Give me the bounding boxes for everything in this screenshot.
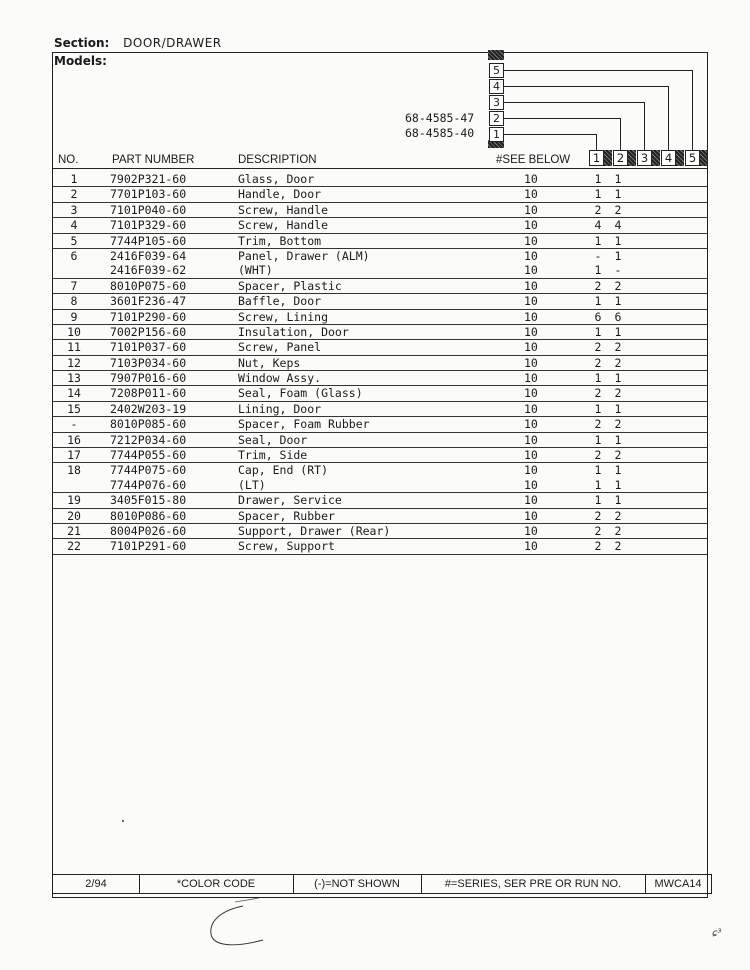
cell-description: Spacer, Plastic (238, 278, 342, 293)
cell-description: Baffle, Door (238, 294, 322, 309)
leader-line-5 (504, 70, 692, 71)
cell-description: Screw, Handle (238, 202, 329, 217)
cell-description: Window Assy. (238, 371, 322, 386)
cell-description: (WHT) (238, 263, 273, 278)
cell-part-number: 7902P321-60 (110, 172, 187, 186)
cell-see-below: 10 (524, 463, 538, 478)
cell-item-number: 2 (70, 187, 78, 202)
table-row (52, 263, 708, 278)
cell-item-number: 10 (67, 324, 81, 339)
stray-mark (122, 820, 124, 822)
cell-part-number: 7101P037-60 (110, 340, 187, 355)
cell-model-2-qty: 2 (614, 539, 622, 554)
col-divider-strip-5 (700, 150, 707, 166)
cell-part-number: 7744P105-60 (110, 233, 187, 248)
cell-model-2-qty: 1 (614, 248, 622, 263)
footer-not-shown: (-)=NOT SHOWN (293, 875, 422, 893)
cell-model-1-qty: 2 (594, 355, 602, 370)
cell-model-2-qty: 2 (614, 508, 622, 523)
cell-description: Spacer, Foam Rubber (238, 417, 370, 432)
table-row (52, 478, 708, 493)
cell-model-2-qty: 1 (614, 187, 622, 202)
col-header-model-3: 3 (637, 150, 652, 166)
cell-description: Lining, Door (238, 401, 322, 416)
cell-item-number: 20 (67, 508, 81, 523)
table-row (52, 417, 708, 432)
section-value: DOOR/DRAWER (123, 36, 222, 50)
cell-part-number: 8010P086-60 (110, 508, 187, 523)
cell-item-number: 15 (67, 401, 81, 416)
table-row (52, 386, 708, 401)
col-header-model-2: 2 (613, 150, 628, 166)
cell-description: Nut, Keps (238, 355, 301, 370)
table-row (52, 524, 708, 539)
table-row (52, 371, 708, 386)
cell-model-1-qty: 1 (594, 401, 602, 416)
col-divider-strip-4 (676, 150, 684, 166)
cell-item-number: 12 (67, 355, 81, 370)
cell-see-below: 10 (524, 523, 538, 538)
cell-description: Screw, Support (238, 539, 335, 554)
models-label: Models: (54, 54, 107, 68)
col-header-see-below: #SEE BELOW (496, 154, 571, 166)
cell-model-1-qty: 1 (594, 477, 602, 492)
model-box-4: 4 (489, 79, 504, 94)
cell-model-2-qty: 2 (614, 448, 622, 463)
table-row (52, 249, 708, 263)
table-row (52, 172, 708, 187)
cell-item-number: 21 (67, 523, 81, 538)
cell-item-number: 16 (67, 432, 81, 447)
leader-drop-5 (692, 70, 693, 150)
col-divider-strip-1 (604, 150, 612, 166)
cell-part-number: 7744P076-60 (110, 477, 187, 492)
cell-part-number: 7907P016-60 (110, 371, 187, 386)
col-header-no: NO. (58, 154, 79, 166)
cell-see-below: 10 (524, 432, 538, 447)
cell-model-1-qty: 6 (594, 309, 602, 324)
model-box-1: 1 (489, 127, 504, 142)
cell-model-2-qty: 2 (614, 523, 622, 538)
table-row (52, 279, 708, 294)
cell-item-number: 11 (67, 340, 81, 355)
cell-description: Handle, Door (238, 187, 322, 202)
cell-item-number: - (70, 417, 78, 432)
cell-item-number: 7 (70, 278, 78, 293)
cell-description: Insulation, Door (238, 324, 349, 339)
table-row (52, 340, 708, 355)
cell-model-1-qty: 2 (594, 508, 602, 523)
cell-see-below: 10 (524, 218, 538, 233)
cell-item-number: 17 (67, 448, 81, 463)
cell-model-1-qty: 1 (594, 263, 602, 278)
cell-item-number: 8 (70, 294, 78, 309)
cell-model-1-qty: 2 (594, 539, 602, 554)
cell-see-below: 10 (524, 324, 538, 339)
cell-see-below: 10 (524, 493, 538, 508)
corner-mark: ɕ³ (712, 928, 722, 939)
cell-see-below: 10 (524, 187, 538, 202)
cell-model-1-qty: 1 (594, 371, 602, 386)
cell-model-1-qty: 1 (594, 432, 602, 447)
model-box-3: 3 (489, 95, 504, 110)
leader-line-3 (504, 102, 644, 103)
cell-see-below: 10 (524, 294, 538, 309)
cell-model-1-qty: 2 (594, 523, 602, 538)
table-row (52, 234, 708, 249)
footer-bar (52, 874, 712, 894)
cell-part-number: 7208P011-60 (110, 386, 187, 401)
cell-part-number: 3405F015-80 (110, 493, 187, 508)
header-rule (52, 168, 708, 169)
cell-model-2-qty: 2 (614, 355, 622, 370)
cell-part-number: 7101P291-60 (110, 539, 187, 554)
footer-page-code: MWCA14 (654, 878, 702, 890)
cell-model-1-qty: 2 (594, 202, 602, 217)
cell-model-2-qty: 2 (614, 340, 622, 355)
cell-model-2-qty: - (614, 263, 622, 278)
cell-part-number: 3601F236-47 (110, 294, 187, 309)
leader-drop-2 (620, 118, 621, 150)
table-row (52, 463, 708, 477)
cell-model-2-qty: 6 (614, 309, 622, 324)
cell-model-2-qty: 1 (614, 172, 622, 186)
cell-model-1-qty: 2 (594, 278, 602, 293)
cell-see-below: 10 (524, 371, 538, 386)
cell-model-1-qty: 1 (594, 294, 602, 309)
cell-model-1-qty: 1 (594, 172, 602, 186)
cell-item-number: 19 (67, 493, 81, 508)
cell-part-number: 8010P075-60 (110, 278, 187, 293)
cell-description: Panel, Drawer (ALM) (238, 248, 370, 263)
cell-see-below: 10 (524, 508, 538, 523)
table-row (52, 187, 708, 202)
cell-description: Seal, Foam (Glass) (238, 386, 363, 401)
cell-description: Screw, Lining (238, 309, 329, 324)
col-divider-strip-2 (628, 150, 636, 166)
cell-model-1-qty: 2 (594, 417, 602, 432)
table-row (52, 294, 708, 309)
section-heading (54, 36, 222, 50)
cell-see-below: 10 (524, 340, 538, 355)
cell-part-number: 8010P085-60 (110, 417, 187, 432)
cell-description: Seal, Door (238, 432, 308, 447)
cell-model-2-qty: 1 (614, 371, 622, 386)
model-code-2: 68-4585-47 (405, 111, 475, 125)
cell-part-number: 7101P040-60 (110, 202, 187, 217)
table-row (52, 310, 708, 325)
cell-part-number: 7744P055-60 (110, 448, 187, 463)
cell-description: Drawer, Service (238, 493, 342, 508)
cell-item-number: 5 (70, 233, 78, 248)
cell-item-number: 14 (67, 386, 81, 401)
cell-model-1-qty: 1 (594, 493, 602, 508)
table-row (52, 509, 708, 524)
cell-part-number: 2402W203-19 (110, 401, 187, 416)
leader-drop-4 (668, 86, 669, 150)
cell-part-number: 7101P290-60 (110, 309, 187, 324)
table-row (52, 356, 708, 371)
leader-line-4 (504, 86, 668, 87)
cell-model-2-qty: 2 (614, 278, 622, 293)
cell-part-number: 8004P026-60 (110, 523, 187, 538)
table-row (52, 203, 708, 218)
leader-line-2 (504, 118, 620, 119)
leader-drop-1 (596, 134, 597, 150)
model-box-2: 2 (489, 111, 504, 126)
cell-model-1-qty: 4 (594, 218, 602, 233)
cell-see-below: 10 (524, 278, 538, 293)
cell-model-1-qty: 2 (594, 340, 602, 355)
cell-part-number: 7744P075-60 (110, 463, 187, 478)
model-code-1: 68-4585-40 (405, 126, 475, 140)
cell-model-1-qty: 1 (594, 233, 602, 248)
cell-see-below: 10 (524, 417, 538, 432)
cell-see-below: 10 (524, 386, 538, 401)
cell-item-number: 9 (70, 309, 78, 324)
cell-model-2-qty: 2 (614, 417, 622, 432)
cell-model-2-qty: 2 (614, 386, 622, 401)
footer-date: 2/94 (53, 875, 140, 893)
table-row (52, 218, 708, 233)
col-header-model-5: 5 (685, 150, 700, 166)
handwritten-mark (205, 898, 295, 958)
cell-description: Cap, End (RT) (238, 463, 329, 478)
cell-see-below: 10 (524, 248, 538, 263)
cell-model-1-qty: 2 (594, 448, 602, 463)
cell-model-2-qty: 2 (614, 202, 622, 217)
cell-model-2-qty: 1 (614, 233, 622, 248)
cell-description: Screw, Panel (238, 340, 322, 355)
table-row (52, 325, 708, 340)
leader-line-1 (504, 134, 596, 135)
cell-item-number: 6 (70, 248, 78, 263)
cell-see-below: 10 (524, 233, 538, 248)
cell-part-number: 7701P103-60 (110, 187, 187, 202)
cell-see-below: 10 (524, 172, 538, 186)
cell-part-number: 7212P034-60 (110, 432, 187, 447)
table-row (52, 402, 708, 417)
cell-model-2-qty: 4 (614, 218, 622, 233)
cell-see-below: 10 (524, 263, 538, 278)
cell-item-number: 3 (70, 202, 78, 217)
cell-see-below: 10 (524, 448, 538, 463)
cell-model-1-qty: 2 (594, 386, 602, 401)
cell-part-number: 2416F039-64 (110, 248, 187, 263)
cell-see-below: 10 (524, 539, 538, 554)
table-row (52, 448, 708, 463)
cell-see-below: 10 (524, 202, 538, 217)
col-header-model-1: 1 (589, 150, 604, 166)
cell-model-2-qty: 1 (614, 432, 622, 447)
model-box-5: 5 (489, 63, 504, 78)
parts-table (52, 172, 708, 555)
col-header-model-4: 4 (661, 150, 676, 166)
cell-see-below: 10 (524, 355, 538, 370)
col-header-part-number: PART NUMBER (112, 154, 195, 166)
cell-model-2-qty: 1 (614, 401, 622, 416)
footer-color-code: *COLOR CODE (139, 875, 294, 893)
cell-item-number: 4 (70, 218, 78, 233)
cell-description: Trim, Side (238, 448, 308, 463)
cell-item-number: 18 (67, 463, 81, 478)
col-header-description: DESCRIPTION (238, 154, 317, 166)
cell-model-1-qty: - (594, 248, 602, 263)
cell-model-2-qty: 1 (614, 493, 622, 508)
cell-part-number: 7103P034-60 (110, 355, 187, 370)
cell-item-number: 13 (67, 371, 81, 386)
cell-see-below: 10 (524, 401, 538, 416)
cell-model-1-qty: 1 (594, 463, 602, 478)
legend-top-strip (488, 50, 504, 60)
cell-model-2-qty: 1 (614, 324, 622, 339)
cell-description: Spacer, Rubber (238, 508, 335, 523)
section-label: Section: (54, 36, 110, 50)
cell-model-1-qty: 1 (594, 187, 602, 202)
footer-series-note: #=SERIES, SER PRE OR RUN NO. (421, 875, 646, 893)
cell-description: Glass, Door (238, 172, 315, 186)
cell-see-below: 10 (524, 477, 538, 492)
cell-model-2-qty: 1 (614, 294, 622, 309)
cell-model-2-qty: 1 (614, 477, 622, 492)
cell-description: (LT) (238, 477, 266, 492)
cell-part-number: 2416F039-62 (110, 263, 187, 278)
cell-see-below: 10 (524, 309, 538, 324)
table-row (52, 433, 708, 448)
cell-description: Screw, Handle (238, 218, 329, 233)
table-row (52, 539, 708, 554)
cell-item-number: 22 (67, 539, 81, 554)
cell-part-number: 7002P156-60 (110, 324, 187, 339)
cell-part-number: 7101P329-60 (110, 218, 187, 233)
col-divider-strip-3 (652, 150, 660, 166)
cell-item-number: 1 (70, 172, 78, 186)
cell-model-2-qty: 1 (614, 463, 622, 478)
table-row (52, 493, 708, 508)
cell-model-1-qty: 1 (594, 324, 602, 339)
cell-description: Trim, Bottom (238, 233, 322, 248)
leader-drop-3 (644, 102, 645, 150)
cell-description: Support, Drawer (Rear) (238, 523, 391, 538)
